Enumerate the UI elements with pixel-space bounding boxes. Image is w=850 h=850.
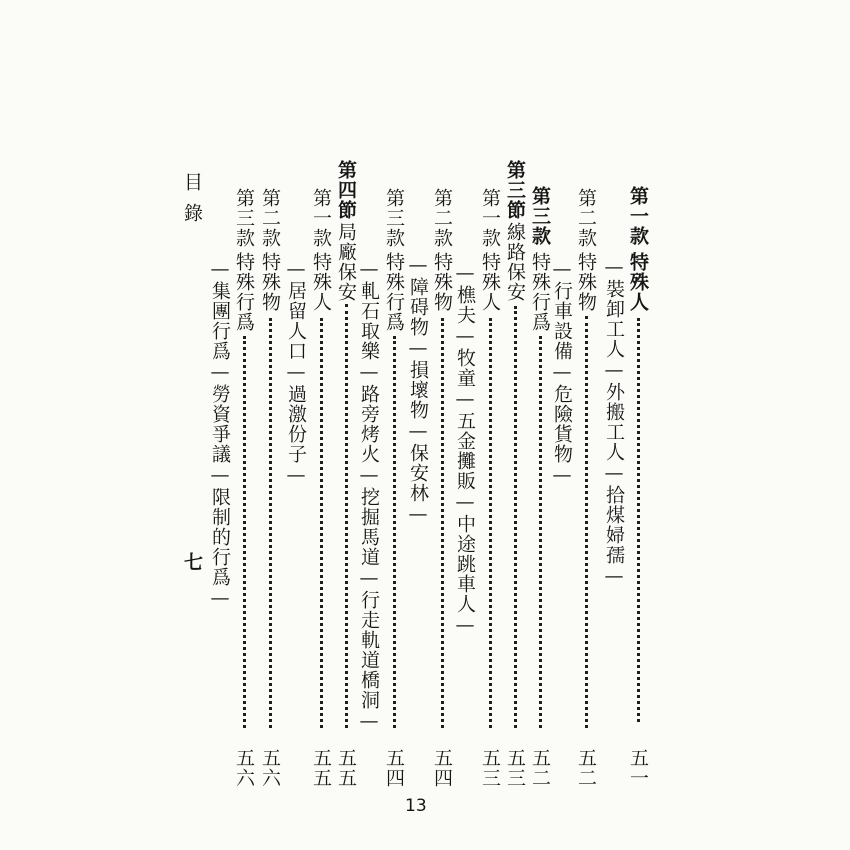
toc-page-number: 五三 bbox=[504, 748, 526, 788]
toc-subtopics: —樵夫—牧童—五金攤販—中途跳車人— bbox=[454, 262, 476, 637]
leader-dots bbox=[514, 306, 517, 728]
toc-page-number: 五六 bbox=[259, 748, 281, 788]
toc-entry-label: 第二款 bbox=[575, 188, 597, 248]
toc-entry-label: 第三款 bbox=[233, 188, 255, 248]
toc-entry-title: 特殊物 bbox=[431, 252, 453, 312]
toc-page-number: 五六 bbox=[233, 748, 255, 788]
toc-subtopics: —裝卸工人—外搬工人—拾煤婦孺— bbox=[603, 256, 625, 588]
toc-page-number: 五一 bbox=[627, 748, 649, 788]
toc-entry-title: 特殊物 bbox=[259, 252, 281, 312]
toc-section-label: 第四節 bbox=[335, 160, 357, 220]
leader-dots bbox=[269, 318, 272, 728]
toc-page-number: 五五 bbox=[310, 748, 332, 788]
toc-entry-label: 第二款 bbox=[259, 188, 281, 248]
toc-page-number: 五二 bbox=[575, 748, 597, 788]
toc-page-number: 五四 bbox=[431, 748, 453, 788]
toc-entry-title: 特殊行爲 bbox=[233, 252, 255, 332]
toc-section-title: 局廠保安 bbox=[335, 222, 357, 302]
toc-subtopics: —軋石取樂—路旁烤火—挖掘馬道—行走軌道橋洞— bbox=[358, 258, 380, 733]
leader-dots bbox=[585, 316, 588, 728]
leader-dots bbox=[441, 318, 444, 728]
toc-entry-title: 特殊物 bbox=[575, 252, 597, 312]
leader-dots bbox=[539, 336, 542, 728]
running-head-folio: 七 bbox=[181, 552, 203, 571]
toc-entry-label: 第一款 bbox=[479, 188, 501, 248]
toc-page-number: 五三 bbox=[479, 748, 501, 788]
toc-subtopics: —行車設備—危險貨物— bbox=[551, 258, 573, 487]
toc-entry-label: 第二款 bbox=[431, 188, 453, 248]
toc-entry-label: 第三款 bbox=[383, 188, 405, 248]
leader-dots bbox=[345, 304, 348, 728]
leader-dots bbox=[637, 318, 640, 722]
toc-entry-title: 特殊行爲 bbox=[529, 252, 551, 332]
toc-subtopics: —居留人口—過激份子— bbox=[285, 258, 307, 487]
toc-entry-title: 特殊人 bbox=[627, 252, 649, 312]
running-head-title: 目錄 bbox=[181, 172, 203, 234]
toc-entry-title: 特殊人 bbox=[310, 252, 332, 312]
toc-section-label: 第三節 bbox=[504, 160, 526, 220]
toc-page-number: 五二 bbox=[529, 748, 551, 788]
leader-dots bbox=[393, 336, 396, 728]
toc-subtopics: —集團行爲—勞資爭議—限制的行爲— bbox=[209, 258, 231, 610]
toc-page-number: 五五 bbox=[335, 748, 357, 788]
leader-dots bbox=[320, 318, 323, 728]
toc-section-title: 線路保安 bbox=[504, 222, 526, 302]
toc-page-number: 五四 bbox=[383, 748, 405, 788]
toc-subtopics: —障碍物—損壞物—保安林— bbox=[407, 254, 429, 526]
toc-entry-title: 特殊人 bbox=[479, 252, 501, 312]
toc-entry-label: 第三款 bbox=[529, 186, 551, 246]
toc-entry-label: 第一款 bbox=[627, 186, 649, 246]
toc-entry-label: 第一款 bbox=[310, 188, 332, 248]
toc-entry-title: 特殊行爲 bbox=[383, 252, 405, 332]
page-number: 13 bbox=[405, 796, 427, 816]
leader-dots bbox=[489, 318, 492, 728]
leader-dots bbox=[243, 336, 246, 728]
